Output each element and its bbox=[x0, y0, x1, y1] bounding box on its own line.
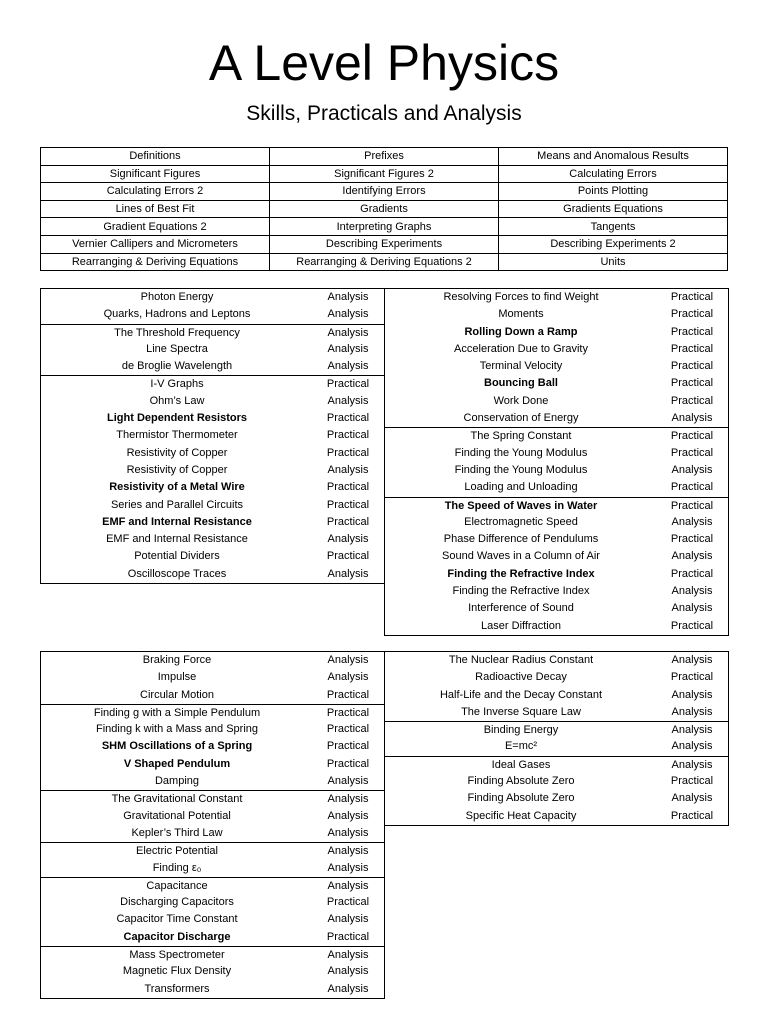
skills-grid-cell: Vernier Callipers and Micrometers bbox=[41, 235, 270, 253]
topic-name: Finding Absolute Zero bbox=[467, 792, 575, 805]
topic-name: Terminal Velocity bbox=[479, 360, 563, 373]
topic-row bbox=[41, 514, 384, 531]
topic-name: Potential Dividers bbox=[134, 550, 220, 563]
skills-grid-cell: Gradient Equations 2 bbox=[41, 218, 270, 236]
topic-row bbox=[41, 306, 384, 323]
topic-name: Oscilloscope Traces bbox=[127, 567, 227, 580]
topic-row bbox=[41, 566, 384, 583]
topic-name: Capacitor Time Constant bbox=[116, 913, 238, 926]
topic-type: Practical bbox=[326, 930, 370, 943]
topic-row bbox=[385, 583, 728, 600]
topic-name: Moments bbox=[498, 308, 544, 321]
topic-name: Discharging Capacitors bbox=[120, 896, 234, 909]
topic-type: Practical bbox=[326, 706, 370, 719]
topic-row bbox=[385, 324, 728, 341]
skills-grid-cell: Describing Experiments bbox=[270, 235, 499, 253]
topic-type: Practical bbox=[326, 515, 370, 528]
topic-name: Quarks, Hadrons and Leptons bbox=[103, 308, 251, 321]
topic-row bbox=[41, 358, 384, 375]
topic-type: Practical bbox=[670, 291, 714, 303]
topic-row bbox=[385, 514, 728, 531]
topic-name: Resistivity of a Metal Wire bbox=[109, 481, 245, 494]
topic-type: Analysis bbox=[671, 654, 713, 666]
topic-row bbox=[385, 652, 728, 669]
topic-name: Capacitor Discharge bbox=[123, 930, 231, 943]
topic-type: Analysis bbox=[327, 671, 369, 684]
topic-type: Analysis bbox=[671, 740, 713, 753]
topic-name: Interference of Sound bbox=[468, 602, 574, 615]
topic-type: Practical bbox=[670, 809, 714, 822]
topic-row bbox=[385, 358, 728, 375]
topic-row bbox=[41, 946, 384, 963]
topic-type: Practical bbox=[670, 360, 714, 373]
topic-type: Practical bbox=[326, 896, 370, 909]
topic-type: Analysis bbox=[327, 826, 369, 839]
topic-type: Analysis bbox=[327, 982, 369, 995]
topic-type: Analysis bbox=[327, 291, 369, 303]
topic-type: Analysis bbox=[327, 463, 369, 476]
topic-row bbox=[385, 600, 728, 617]
topic-row bbox=[385, 687, 728, 704]
topic-row bbox=[385, 808, 728, 825]
topic-row bbox=[385, 531, 728, 548]
topic-row bbox=[385, 618, 728, 635]
topic-type: Analysis bbox=[327, 913, 369, 926]
topic-name: EMF and Internal Resistance bbox=[102, 515, 252, 528]
skills-grid-cell: Means and Anomalous Results bbox=[499, 148, 728, 166]
topic-type: Analysis bbox=[671, 412, 713, 425]
skills-grid-cell: Points Plotting bbox=[499, 183, 728, 201]
topic-type: Practical bbox=[326, 723, 370, 736]
topic-type: Practical bbox=[670, 481, 714, 494]
topic-row bbox=[41, 289, 384, 306]
topic-name: Finding g with a Simple Pendulum bbox=[93, 706, 261, 719]
skills-grid-row bbox=[41, 165, 728, 183]
topic-row bbox=[41, 738, 384, 755]
topic-row bbox=[385, 479, 728, 496]
panel-2-right bbox=[384, 651, 729, 826]
topic-name: Half-Life and the Decay Constant bbox=[439, 688, 603, 701]
topic-name: Impulse bbox=[157, 671, 197, 684]
topic-row bbox=[41, 687, 384, 704]
topic-name: Electric Potential bbox=[136, 845, 218, 858]
topic-name: Braking Force bbox=[142, 654, 212, 666]
topic-row bbox=[41, 790, 384, 807]
topic-type: Analysis bbox=[671, 515, 713, 528]
topic-row bbox=[41, 981, 384, 998]
topic-type: Practical bbox=[326, 429, 370, 442]
topic-name: Circular Motion bbox=[140, 688, 214, 701]
topic-type: Practical bbox=[326, 481, 370, 494]
skills-grid-cell: Calculating Errors bbox=[499, 165, 728, 183]
topic-row bbox=[41, 548, 384, 565]
skills-grid-cell: Definitions bbox=[41, 148, 270, 166]
topic-type: Practical bbox=[326, 412, 370, 425]
page-title: A Level Physics bbox=[208, 35, 560, 91]
topic-name: Ohm’s Law bbox=[149, 394, 205, 407]
topic-name: Phase Difference of Pendulums bbox=[443, 533, 599, 546]
topic-row bbox=[41, 531, 384, 548]
topic-type: Practical bbox=[670, 308, 714, 321]
topic-name: Loading and Unloading bbox=[464, 481, 578, 494]
topic-type: Analysis bbox=[671, 724, 713, 737]
topic-row bbox=[41, 324, 384, 341]
panel-1-right bbox=[384, 288, 729, 636]
topic-type: Analysis bbox=[327, 845, 369, 858]
topic-name: Finding k with a Mass and Spring bbox=[95, 723, 259, 736]
topic-name: Kepler’s Third Law bbox=[131, 826, 223, 839]
topic-row bbox=[41, 877, 384, 894]
topic-row bbox=[385, 790, 728, 807]
topic-row bbox=[41, 825, 384, 842]
topic-name: Electromagnetic Speed bbox=[464, 515, 578, 528]
skills-grid-cell: Describing Experiments 2 bbox=[499, 235, 728, 253]
skills-grid bbox=[40, 147, 728, 271]
topic-name: Light Dependent Resistors bbox=[107, 412, 247, 425]
skills-grid-cell: Rearranging & Deriving Equations 2 bbox=[270, 253, 499, 271]
topic-row bbox=[41, 341, 384, 358]
topic-name: Series and Parallel Circuits bbox=[110, 498, 244, 511]
topic-type: Analysis bbox=[671, 758, 713, 771]
topic-name: Conservation of Energy bbox=[463, 412, 579, 425]
topic-type: Analysis bbox=[671, 550, 713, 563]
page-subtitle: Skills, Practicals and Analysis bbox=[246, 102, 522, 125]
topic-type: Practical bbox=[670, 430, 714, 443]
topic-name: E=mc² bbox=[504, 740, 538, 753]
topic-name: Binding Energy bbox=[483, 724, 559, 737]
topic-row bbox=[385, 289, 728, 306]
panel-2-left bbox=[40, 651, 385, 999]
topic-row bbox=[41, 375, 384, 392]
topic-row bbox=[385, 669, 728, 686]
topic-row bbox=[385, 341, 728, 358]
topic-row bbox=[385, 566, 728, 583]
skills-grid-row bbox=[41, 218, 728, 236]
panel-1-left bbox=[40, 288, 385, 584]
topic-name: Specific Heat Capacity bbox=[465, 809, 577, 822]
topic-type: Practical bbox=[326, 688, 370, 701]
skills-grid-row bbox=[41, 235, 728, 253]
topic-type: Analysis bbox=[671, 585, 713, 598]
topic-row bbox=[385, 721, 728, 738]
topic-row bbox=[41, 929, 384, 946]
topic-type: Analysis bbox=[327, 533, 369, 546]
skills-grid-cell: Rearranging & Deriving Equations bbox=[41, 253, 270, 271]
topic-type: Analysis bbox=[327, 809, 369, 822]
topic-row bbox=[385, 375, 728, 392]
topic-name: The Gravitational Constant bbox=[111, 793, 243, 806]
topic-name: The Threshold Frequency bbox=[114, 326, 240, 339]
topic-type: Analysis bbox=[327, 965, 369, 978]
topic-type: Practical bbox=[670, 533, 714, 546]
topic-row bbox=[385, 756, 728, 773]
topic-type: Analysis bbox=[327, 861, 369, 874]
topic-type: Practical bbox=[326, 378, 370, 391]
skills-grid-row bbox=[41, 253, 728, 271]
topic-name: Resistivity of Copper bbox=[126, 446, 228, 459]
topic-name: Thermistor Thermometer bbox=[116, 429, 238, 442]
topic-type: Analysis bbox=[327, 567, 369, 580]
topic-name: Rolling Down a Ramp bbox=[464, 325, 578, 338]
topic-type: Practical bbox=[670, 446, 714, 459]
skills-grid-cell: Calculating Errors 2 bbox=[41, 183, 270, 201]
topic-name: Gravitational Potential bbox=[123, 809, 231, 822]
skills-grid-cell: Gradients bbox=[270, 200, 499, 218]
topic-type: Practical bbox=[670, 671, 714, 684]
topic-name: Laser Diffraction bbox=[481, 619, 561, 632]
skills-grid-row bbox=[41, 200, 728, 218]
topic-type: Practical bbox=[670, 394, 714, 407]
topic-type: Analysis bbox=[327, 308, 369, 321]
topic-name: Ideal Gases bbox=[491, 758, 551, 771]
topic-name: Finding the Refractive Index bbox=[447, 567, 595, 580]
topic-type: Analysis bbox=[327, 654, 369, 666]
topic-row bbox=[385, 738, 728, 755]
skills-grid-cell: Units bbox=[499, 253, 728, 271]
skills-grid-cell: Gradients Equations bbox=[499, 200, 728, 218]
topic-name: Magnetic Flux Density bbox=[122, 965, 232, 978]
topic-name: V Shaped Pendulum bbox=[123, 757, 231, 770]
topic-name: Sound Waves in a Column of Air bbox=[442, 550, 600, 563]
topic-name: Resistivity of Copper bbox=[126, 463, 228, 476]
topic-type: Analysis bbox=[327, 360, 369, 373]
topic-name: Transformers bbox=[144, 982, 210, 995]
skills-grid-cell: Significant Figures 2 bbox=[270, 165, 499, 183]
topic-name: Capacitance bbox=[146, 879, 208, 892]
topic-type: Analysis bbox=[327, 793, 369, 806]
topic-row bbox=[385, 704, 728, 721]
topic-type: Analysis bbox=[327, 879, 369, 892]
topic-type: Practical bbox=[326, 757, 370, 770]
topic-type: Analysis bbox=[671, 463, 713, 476]
skills-grid-cell: Significant Figures bbox=[41, 165, 270, 183]
topic-type: Analysis bbox=[327, 394, 369, 407]
topic-name: Work Done bbox=[493, 394, 549, 407]
topic-type: Analysis bbox=[671, 705, 713, 718]
topic-row bbox=[41, 393, 384, 410]
topic-name: Finding the Young Modulus bbox=[454, 446, 588, 459]
topic-row bbox=[385, 548, 728, 565]
topic-name: Photon Energy bbox=[140, 291, 214, 303]
topic-type: Practical bbox=[670, 377, 714, 390]
topic-name: The Nuclear Radius Constant bbox=[448, 654, 594, 666]
topic-type: Practical bbox=[326, 550, 370, 563]
topic-type: Practical bbox=[326, 740, 370, 753]
topic-row bbox=[41, 963, 384, 980]
topic-type: Practical bbox=[670, 499, 714, 512]
topic-row bbox=[41, 479, 384, 496]
skills-grid-cell: Tangents bbox=[499, 218, 728, 236]
topic-row bbox=[385, 462, 728, 479]
skills-grid-cell: Prefixes bbox=[270, 148, 499, 166]
topic-type: Practical bbox=[670, 567, 714, 580]
skills-grid-cell: Lines of Best Fit bbox=[41, 200, 270, 218]
topic-row bbox=[385, 393, 728, 410]
topic-type: Analysis bbox=[327, 775, 369, 788]
topic-name: EMF and Internal Resistance bbox=[106, 533, 248, 546]
topic-name: Radioactive Decay bbox=[475, 671, 567, 684]
topic-row bbox=[41, 756, 384, 773]
topic-type: Practical bbox=[670, 775, 714, 788]
topic-row bbox=[41, 669, 384, 686]
topic-name: Bouncing Ball bbox=[484, 377, 558, 390]
topic-row bbox=[385, 445, 728, 462]
topic-type: Analysis bbox=[671, 688, 713, 701]
topic-type: Analysis bbox=[671, 602, 713, 615]
topic-name: The Spring Constant bbox=[470, 430, 572, 443]
topic-row bbox=[385, 773, 728, 790]
topic-row bbox=[41, 462, 384, 479]
skills-grid-row bbox=[41, 183, 728, 201]
topic-row bbox=[385, 427, 728, 444]
topic-type: Analysis bbox=[327, 326, 369, 339]
topic-name: Finding Absolute Zero bbox=[467, 775, 575, 788]
topic-row bbox=[41, 704, 384, 721]
topic-row bbox=[385, 410, 728, 427]
topic-type: Practical bbox=[670, 619, 714, 632]
topic-row bbox=[385, 497, 728, 514]
topic-type: Practical bbox=[326, 498, 370, 511]
topic-row bbox=[41, 860, 384, 877]
topic-row bbox=[41, 427, 384, 444]
topic-name: The Inverse Square Law bbox=[461, 705, 581, 718]
topic-row bbox=[41, 894, 384, 911]
topic-row bbox=[41, 773, 384, 790]
topic-name: de Broglie Wavelength bbox=[121, 360, 233, 373]
topic-name: Finding the Young Modulus bbox=[454, 463, 588, 476]
topic-name: Finding the Refractive Index bbox=[452, 585, 590, 598]
topic-row bbox=[41, 410, 384, 427]
topic-type: Analysis bbox=[327, 342, 369, 355]
skills-grid-cell: Interpreting Graphs bbox=[270, 218, 499, 236]
topic-type: Analysis bbox=[671, 792, 713, 805]
topic-name: Resolving Forces to find Weight bbox=[443, 291, 599, 303]
topic-name: Mass Spectrometer bbox=[129, 949, 225, 962]
topic-row bbox=[41, 445, 384, 462]
skills-grid-row bbox=[41, 148, 728, 166]
topic-row bbox=[41, 721, 384, 738]
topic-name: SHM Oscillations of a Spring bbox=[101, 740, 253, 753]
topic-row bbox=[41, 842, 384, 859]
topic-row bbox=[41, 652, 384, 669]
topic-type: Practical bbox=[670, 342, 714, 355]
topic-name: Line Spectra bbox=[146, 342, 208, 355]
topic-row bbox=[41, 911, 384, 928]
topic-row bbox=[41, 808, 384, 825]
topic-type: Practical bbox=[670, 325, 714, 338]
topic-name: Finding ε₀ bbox=[152, 861, 202, 874]
topic-name: The Speed of Waves in Water bbox=[444, 499, 598, 512]
topic-name: Acceleration Due to Gravity bbox=[454, 342, 588, 355]
topic-row bbox=[41, 497, 384, 514]
topic-type: Analysis bbox=[327, 949, 369, 962]
topic-row bbox=[385, 306, 728, 323]
topic-name: I-V Graphs bbox=[150, 378, 204, 391]
skills-grid-cell: Identifying Errors bbox=[270, 183, 499, 201]
topic-type: Practical bbox=[326, 446, 370, 459]
topic-name: Damping bbox=[154, 775, 200, 788]
